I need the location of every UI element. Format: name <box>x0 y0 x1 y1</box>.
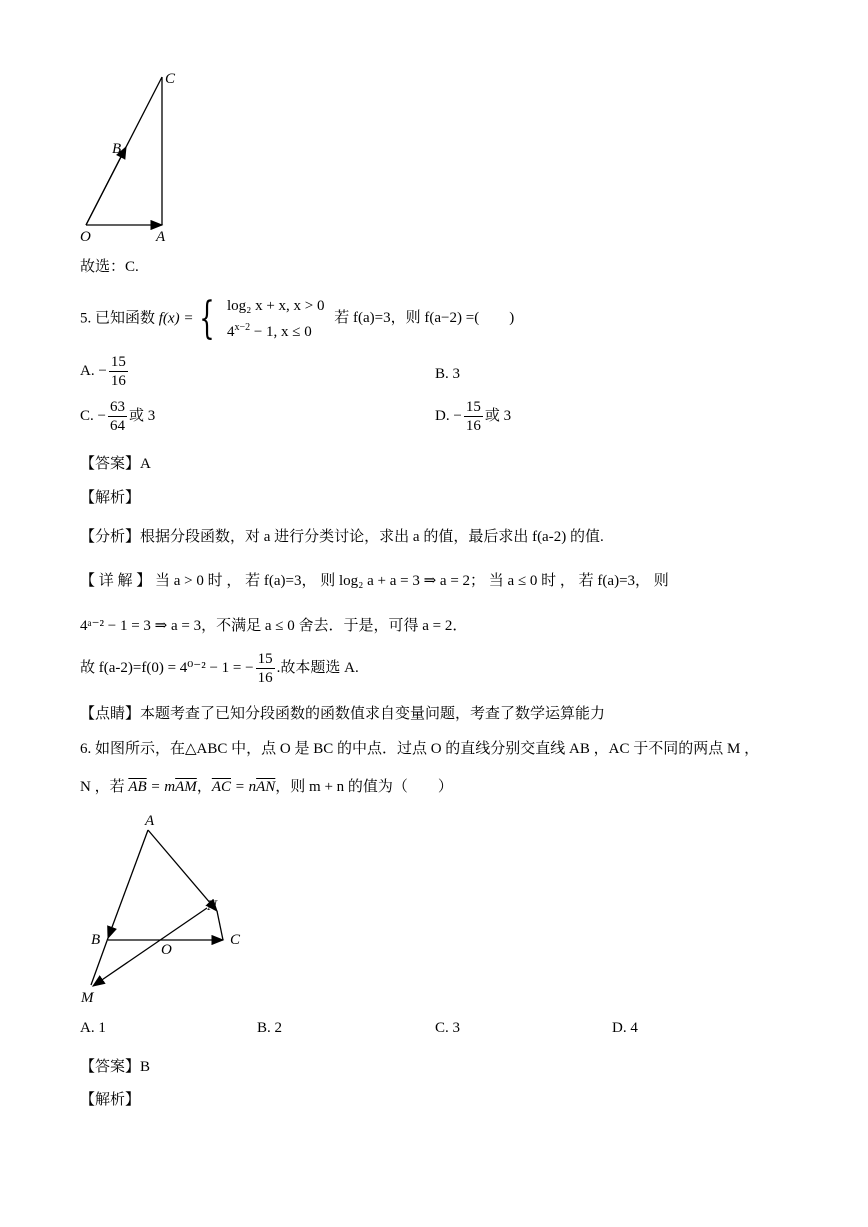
label-B: B <box>112 141 122 157</box>
q6-analysis-title: 【解析】 <box>80 1092 141 1108</box>
label-M: M <box>81 990 94 1006</box>
segment-NC <box>217 911 223 940</box>
q6-option-b: B. 2 <box>257 1020 283 1036</box>
q6-option-c: C. 3 <box>435 1020 461 1036</box>
q5-option-a: A. − $\frac{15}{16}$ <box>80 354 126 389</box>
piecewise-cases <box>227 295 325 343</box>
vector-OB <box>86 147 126 225</box>
q5-fenxi: 【分析】根据分段函数，对 a 进行分类讨论，求出 a 的值，最后求出 f(a-2) 的值. <box>80 529 604 545</box>
q5-analysis-title: 【解析】 <box>80 490 141 506</box>
triangle-figure-2 <box>75 808 265 1008</box>
q5-number: 5. <box>80 310 92 327</box>
label-B: B <box>91 932 101 948</box>
q5-fx: f(x) = <box>158 310 194 327</box>
case-1: log₂ x + x, x > 0 <box>226 298 325 314</box>
vector-figure-1 <box>70 65 200 250</box>
q6-answer: 【答案】B <box>80 1059 151 1075</box>
label-A: A <box>145 813 155 829</box>
case-2: $4^{x-2} - 1$, x ≤ 0 <box>226 322 312 340</box>
q5-prefix: 已知函数 <box>95 310 156 327</box>
label-N: N <box>207 898 218 914</box>
q6-line2: N ，若 $\overline{AB} = m\overline{AM}$，$\overline{AC} = n\overline{AN}$，则 m + n 的值为（ ） <box>80 779 453 795</box>
vector-AB <box>108 830 148 938</box>
q5-condition: 若 f(a)=3，则 f(a−2) =( ) <box>334 310 515 327</box>
label-O: O <box>80 229 91 245</box>
q6-option-d: D. 4 <box>612 1020 638 1036</box>
q6-line1: 6. 如图所示，在△ABC 中，点 O 是 BC 的中点．过点 O 的直线分别交直线 AB ，AC 于不同的两点 M ， <box>80 741 760 757</box>
q5-stem <box>80 295 514 343</box>
piecewise-brace: { <box>199 293 215 344</box>
q6-option-a: A. 1 <box>80 1020 106 1036</box>
vector-NM <box>93 908 207 986</box>
q4-conclusion: 故选：C. <box>80 259 139 275</box>
label-O: O <box>161 942 172 958</box>
q5-detail-line3: 故 f(a-2)=f(0) = 4⁰⁻² − 1 = − $\frac{15}{16}$ .故本题选 A. <box>80 651 359 686</box>
label-A: A <box>156 229 166 245</box>
label-C: C <box>165 71 176 87</box>
label-C: C <box>230 932 241 948</box>
q5-detail-line1: 【 详 解 】 当 a > 0 时 ， 若 f(a)=3， 则 log₂ a + a = 3 ⇒ a = 2； 当 a ≤ 0 时 ， 若 f(a)=3， 则 <box>80 573 669 589</box>
q5-option-b: B. 3 <box>435 366 461 382</box>
q5-option-c: C. − $\frac{63}{64}$ 或 3 <box>80 399 156 434</box>
q5-detail-line2: 4ᵃ⁻² − 1 = 3 ⇒ a = 3，不满足 a ≤ 0 舍去．于是，可得 a = 2． <box>80 618 468 634</box>
q5-dianjing: 【点睛】本题考查了已知分段函数的函数值求自变量问题，考查了数学运算能力 <box>80 706 606 722</box>
q5-answer: 【答案】A <box>80 456 151 472</box>
q5-option-d: D. − $\frac{15}{16}$ 或 3 <box>435 399 512 434</box>
